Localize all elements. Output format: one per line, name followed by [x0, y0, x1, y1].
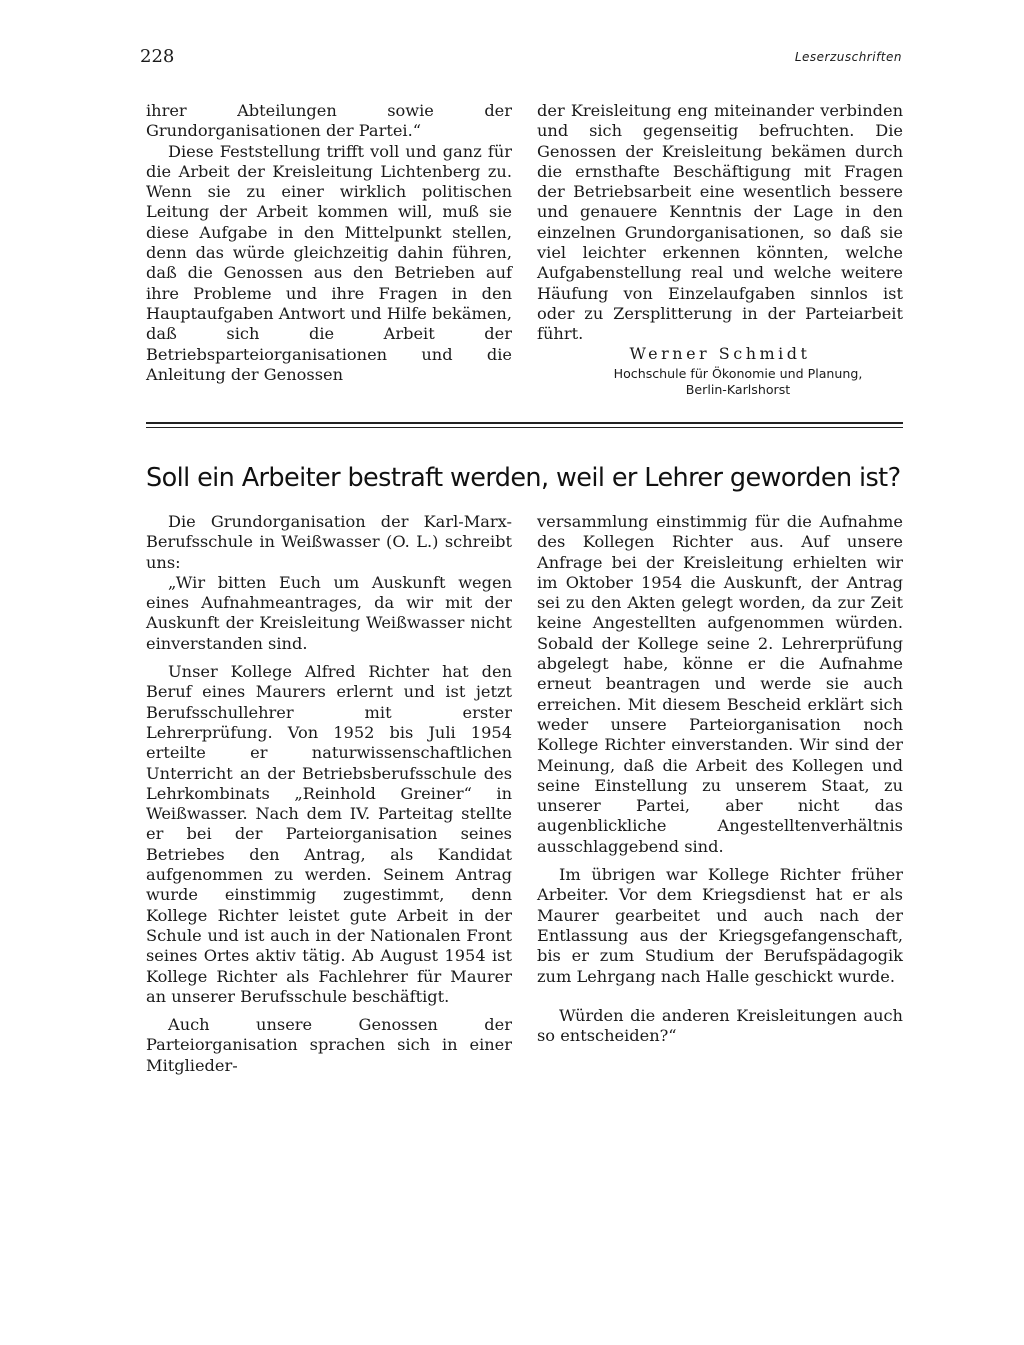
article-paragraph: Im übrigen war Kollege Richter früher Arbeiter. Vor dem Kriegsdienst hat er als Maurer gearbeitet und auch nach der Entlassung aus der Kriegsgefangenschaft, bis er zum Studium der Berufspädagogik zum Lehrgang nach Halle geschickt wurde. — [537, 865, 903, 986]
affiliation-line: Hochschule für Ökonomie und Planung, — [613, 366, 863, 381]
article-left-column — [146, 512, 512, 1076]
letter1-paragraph: der Kreisleitung eng miteinander verbinden und sich gegenseitig befruchten. Die Genossen der Kreisleitung bekämen durch die ernsthafte Beschäftigung mit Fragen der Betriebsarbeit eine wesentlich bessere und genauere Kenntnis der Lage in den einzelnen Grundorganisationen, so daß sie viel leichter erkennen könnten, welche Aufgabenstellung real und welche weitere Häufung von Einzelaufgaben sinnlos ist oder zu Zersplitterung in der Parteiarbeit führt. — [537, 101, 903, 344]
letter1-author: Werner Schmidt — [629, 344, 811, 363]
article-right-column — [537, 512, 903, 1046]
letter1-paragraph: ihrer Abteilungen sowie der Grundorganisationen der Partei.“ — [146, 101, 512, 141]
letter1-paragraph: Diese Feststellung trifft voll und ganz für die Arbeit der Kreisleitung Lichtenberg zu. Wenn sie zu einer wirklich politischen Leitung der Arbeit kommen will, muß sie diese Aufgabe in den Mittelpunkt stellen, denn das würde gleichzeitig dahin führen, daß die Genossen aus den Betrieben auf ihre Probleme und ihre Fragen in den Hauptaufgaben Antwort und Hilfe bekämen, daß sich die Arbeit der Betriebsparteiorganisationen und die Anleitung der Genossen — [146, 141, 512, 384]
article-headline: Soll ein Arbeiter bestraft werden, weil er Lehrer geworden ist? — [146, 463, 901, 493]
affiliation-line: Berlin-Karlshorst — [685, 382, 791, 397]
section-divider — [146, 422, 903, 424]
article-paragraph: Auch unsere Genossen der Parteiorganisation sprachen sich in einer Mitglieder- — [146, 1015, 512, 1075]
article-paragraph: Die Grundorganisation der Karl-Marx-Berufsschule in Weißwasser (O. L.) schreibt uns: — [146, 512, 512, 572]
running-title: Leserzuschriften — [794, 50, 902, 64]
letter1-affiliation — [537, 366, 939, 398]
section-divider-thin — [146, 427, 903, 428]
letter1-right-column — [537, 101, 903, 345]
article-paragraph: Unser Kollege Alfred Richter hat den Beruf eines Maurers erlernt und ist jetzt Berufsschullehrer mit erster Lehrerprüfung. Von 1952 bis Juli 1954 erteilte er naturwissenschaftlichen Unterricht an der Betriebsberufsschule des Lehrkombinats „Reinhold Greiner“ in Weißwasser. Nach dem IV. Parteitag stellte er bei der Parteiorganisation seines Betriebes den Antrag, als Kandidat aufgenommen zu werden. Seinem Antrag wurde einstimmig zugestimmt, denn Kollege Richter leistet gute Arbeit in der Schule und ist auch in der Nationalen Front seines Ortes aktiv tätig. Ab August 1954 ist Kollege Richter als Fachlehrer für Maurer an unserer Berufsschule beschäftigt. — [146, 662, 512, 1006]
letter1-left-column — [146, 101, 512, 385]
article-paragraph: versammlung einstimmig für die Aufnahme des Kollegen Richter aus. Auf unsere Anfrage bei der Kreisleitung erhielten wir im Oktober 1954 die Auskunft, der Antrag sei zu den Akten gelegt worden, da zur Zeit keine Angestellten aufgenommen würden. Sobald der Kollege seine 2. Lehrerprüfung abgelegt habe, könne er die Aufnahme erneut beantragen und werde sie auch erreichen. Mit diesem Bescheid erklärt sich weder unsere Parteiorganisation noch Kollege Richter einverstanden. Wir sind der Meinung, daß die Arbeit des Kollegen und seine Einstellung zu unserem Staat, zu unserer Partei, aber nicht das augenblickliche Angestelltenverhältnis ausschlaggebend sind. — [537, 512, 903, 856]
article-paragraph: Würden die anderen Kreisleitungen auch so entscheiden?“ — [537, 1005, 903, 1046]
page-number: 228 — [140, 46, 175, 67]
article-paragraph: „Wir bitten Euch um Auskunft wegen eines Aufnahmeantrages, da wir mit der Auskunft der Kreisleitung Weißwasser nicht einverstanden sind. — [146, 572, 512, 653]
